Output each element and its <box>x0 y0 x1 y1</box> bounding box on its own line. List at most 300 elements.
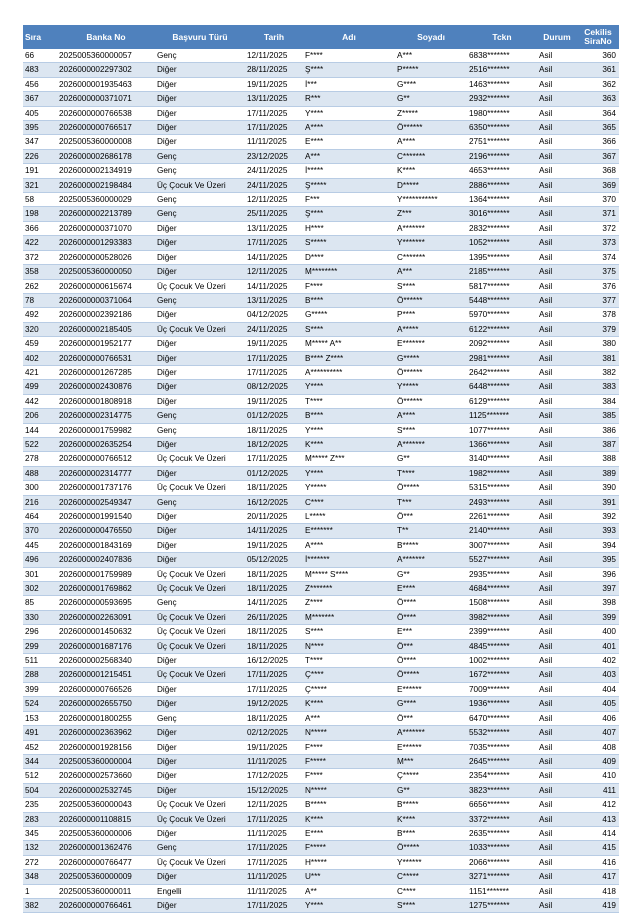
cell-durum: Asil <box>537 265 577 279</box>
cell-adi: Y**** <box>303 898 395 912</box>
cell-tarih: 01/12/2025 <box>245 409 303 423</box>
cell-soyadi: G** <box>395 567 467 581</box>
cell-durum: Asil <box>537 826 577 840</box>
cell-cekilis-sirano: 379 <box>577 322 619 336</box>
cell-cekilis-sirano: 385 <box>577 409 619 423</box>
cell-soyadi: C***** <box>395 870 467 884</box>
table-row <box>23 783 619 797</box>
cell-sira: 367 <box>23 92 57 106</box>
table-row <box>23 322 619 336</box>
cell-durum: Asil <box>537 207 577 221</box>
cell-sira: 459 <box>23 337 57 351</box>
cell-tarih: 20/11/2025 <box>245 510 303 524</box>
cell-tarih: 11/11/2025 <box>245 870 303 884</box>
table-row <box>23 841 619 855</box>
column-header-sira: Sıra <box>23 25 57 49</box>
cell-soyadi: Ö**** <box>395 610 467 624</box>
cell-banka-no: 2026000000766517 <box>57 121 155 135</box>
cell-cekilis-sirano: 373 <box>577 236 619 250</box>
cell-tarih: 18/11/2025 <box>245 481 303 495</box>
cell-tarih: 14/11/2025 <box>245 279 303 293</box>
cell-tarih: 01/12/2025 <box>245 466 303 480</box>
cell-soyadi: C**** <box>395 884 467 898</box>
cell-cekilis-sirano: 397 <box>577 582 619 596</box>
cell-durum: Asil <box>537 121 577 135</box>
cell-tarih: 28/11/2025 <box>245 63 303 77</box>
cell-durum: Asil <box>537 164 577 178</box>
cell-tckn: 2635******* <box>467 826 537 840</box>
cell-soyadi: Ö***** <box>395 668 467 682</box>
cell-durum: Asil <box>537 380 577 394</box>
cell-cekilis-sirano: 388 <box>577 452 619 466</box>
cell-banka-no: 2026000002213789 <box>57 207 155 221</box>
cell-tarih: 18/11/2025 <box>245 625 303 639</box>
cell-tckn: 4684******* <box>467 582 537 596</box>
cell-tckn: 3982******* <box>467 610 537 624</box>
cell-sira: 492 <box>23 308 57 322</box>
cell-sira: 499 <box>23 380 57 394</box>
cell-cekilis-sirano: 411 <box>577 783 619 797</box>
cell-adi: Y**** <box>303 380 395 394</box>
cell-tckn: 2932******* <box>467 92 537 106</box>
table-row <box>23 63 619 77</box>
cell-tarih: 14/11/2025 <box>245 524 303 538</box>
cell-durum: Asil <box>537 322 577 336</box>
cell-basvuru-turu: Diğer <box>155 553 245 567</box>
column-header-tarih: Tarih <box>245 25 303 49</box>
cell-adi: A**** <box>303 538 395 552</box>
cell-adi: İ***** <box>303 164 395 178</box>
cell-banka-no: 2026000000371070 <box>57 221 155 235</box>
table-row <box>23 510 619 524</box>
cell-cekilis-sirano: 375 <box>577 265 619 279</box>
cell-soyadi: Ö***** <box>395 841 467 855</box>
cell-soyadi: Y***** <box>395 380 467 394</box>
cell-soyadi: G** <box>395 92 467 106</box>
table-row <box>23 106 619 120</box>
cell-durum: Asil <box>537 870 577 884</box>
cell-soyadi: E******* <box>395 337 467 351</box>
cell-tarih: 17/11/2025 <box>245 365 303 379</box>
cell-tckn: 6448******* <box>467 380 537 394</box>
cell-basvuru-turu: Diğer <box>155 394 245 408</box>
cell-basvuru-turu: Diğer <box>155 92 245 106</box>
cell-banka-no: 2025005360000004 <box>57 754 155 768</box>
cell-tckn: 2645******* <box>467 754 537 768</box>
table-row <box>23 538 619 552</box>
cell-tarih: 08/12/2025 <box>245 380 303 394</box>
cell-banka-no: 2026000001769862 <box>57 582 155 596</box>
cell-tarih: 17/11/2025 <box>245 668 303 682</box>
cell-sira: 464 <box>23 510 57 524</box>
cell-durum: Asil <box>537 236 577 250</box>
cell-tarih: 13/11/2025 <box>245 92 303 106</box>
cell-tarih: 13/11/2025 <box>245 293 303 307</box>
cell-durum: Asil <box>537 898 577 912</box>
cell-cekilis-sirano: 395 <box>577 553 619 567</box>
cell-tckn: 2751******* <box>467 135 537 149</box>
cell-sira: 288 <box>23 668 57 682</box>
cell-durum: Asil <box>537 711 577 725</box>
cell-basvuru-turu: Genç <box>155 495 245 509</box>
cell-tckn: 1672******* <box>467 668 537 682</box>
cell-banka-no: 2026000002314777 <box>57 466 155 480</box>
cell-durum: Asil <box>537 394 577 408</box>
cell-basvuru-turu: Üç Çocuk Ve Üzeri <box>155 567 245 581</box>
cell-sira: 330 <box>23 610 57 624</box>
cell-adi: M***** Z*** <box>303 452 395 466</box>
table-row <box>23 193 619 207</box>
cell-durum: Asil <box>537 639 577 653</box>
cell-durum: Asil <box>537 221 577 235</box>
cell-adi: C**** <box>303 495 395 509</box>
cell-banka-no: 2026000002198484 <box>57 178 155 192</box>
table-row <box>23 726 619 740</box>
table-row <box>23 654 619 668</box>
cell-cekilis-sirano: 394 <box>577 538 619 552</box>
cell-tarih: 19/12/2025 <box>245 697 303 711</box>
cell-sira: 347 <box>23 135 57 149</box>
cell-tckn: 5527******* <box>467 553 537 567</box>
cell-cekilis-sirano: 418 <box>577 884 619 898</box>
cell-durum: Asil <box>537 135 577 149</box>
cell-durum: Asil <box>537 697 577 711</box>
cell-durum: Asil <box>537 409 577 423</box>
table-row <box>23 164 619 178</box>
cell-durum: Asil <box>537 63 577 77</box>
cell-adi: B***** <box>303 798 395 812</box>
cell-banka-no: 2026000001759989 <box>57 567 155 581</box>
cell-sira: 206 <box>23 409 57 423</box>
table-row <box>23 452 619 466</box>
cell-durum: Asil <box>537 193 577 207</box>
cell-basvuru-turu: Genç <box>155 409 245 423</box>
cell-adi: N**** <box>303 639 395 653</box>
cell-tckn: 1364******* <box>467 193 537 207</box>
results-table <box>23 25 619 913</box>
cell-basvuru-turu: Üç Çocuk Ve Üzeri <box>155 279 245 293</box>
cell-soyadi: A*** <box>395 49 467 63</box>
cell-sira: 344 <box>23 754 57 768</box>
cell-banka-no: 2026000002655750 <box>57 697 155 711</box>
cell-sira: 321 <box>23 178 57 192</box>
cell-cekilis-sirano: 360 <box>577 49 619 63</box>
cell-basvuru-turu: Diğer <box>155 221 245 235</box>
table-row <box>23 610 619 624</box>
cell-cekilis-sirano: 374 <box>577 250 619 264</box>
cell-soyadi: P**** <box>395 308 467 322</box>
cell-sira: 421 <box>23 365 57 379</box>
cell-adi: S***** <box>303 236 395 250</box>
cell-cekilis-sirano: 414 <box>577 826 619 840</box>
cell-adi: Z**** <box>303 596 395 610</box>
cell-tckn: 5532******* <box>467 726 537 740</box>
cell-basvuru-turu: Genç <box>155 164 245 178</box>
table-body <box>23 49 619 913</box>
cell-cekilis-sirano: 403 <box>577 668 619 682</box>
cell-basvuru-turu: Diğer <box>155 754 245 768</box>
cell-durum: Asil <box>537 77 577 91</box>
cell-basvuru-turu: Üç Çocuk Ve Üzeri <box>155 481 245 495</box>
cell-banka-no: 2026000001800255 <box>57 711 155 725</box>
cell-banka-no: 2025005360000011 <box>57 884 155 898</box>
table-row <box>23 49 619 63</box>
cell-banka-no: 2025005360000043 <box>57 798 155 812</box>
cell-soyadi: M*** <box>395 754 467 768</box>
cell-adi: Z******* <box>303 582 395 596</box>
cell-soyadi: B***** <box>395 798 467 812</box>
cell-banka-no: 2026000000766461 <box>57 898 155 912</box>
cell-durum: Asil <box>537 812 577 826</box>
column-header-banka-no: Banka No <box>57 25 155 49</box>
cell-soyadi: E****** <box>395 682 467 696</box>
cell-cekilis-sirano: 389 <box>577 466 619 480</box>
table-row <box>23 711 619 725</box>
cell-tckn: 6129******* <box>467 394 537 408</box>
cell-banka-no: 2026000002430876 <box>57 380 155 394</box>
cell-sira: 272 <box>23 855 57 869</box>
cell-durum: Asil <box>537 308 577 322</box>
cell-banka-no: 2026000002532745 <box>57 783 155 797</box>
cell-basvuru-turu: Diğer <box>155 524 245 538</box>
table-row <box>23 365 619 379</box>
cell-tarih: 17/12/2025 <box>245 769 303 783</box>
cell-durum: Asil <box>537 654 577 668</box>
cell-tarih: 19/11/2025 <box>245 538 303 552</box>
cell-basvuru-turu: Genç <box>155 423 245 437</box>
cell-tarih: 14/11/2025 <box>245 250 303 264</box>
cell-tckn: 1125******* <box>467 409 537 423</box>
cell-soyadi: A*** <box>395 265 467 279</box>
cell-tarih: 17/11/2025 <box>245 106 303 120</box>
cell-tarih: 12/11/2025 <box>245 49 303 63</box>
cell-soyadi: T*** <box>395 495 467 509</box>
column-header-basvuru-turu: Başvuru Türü <box>155 25 245 49</box>
cell-cekilis-sirano: 400 <box>577 625 619 639</box>
cell-sira: 198 <box>23 207 57 221</box>
cell-basvuru-turu: Diğer <box>155 654 245 668</box>
cell-durum: Asil <box>537 524 577 538</box>
cell-soyadi: Ö*** <box>395 711 467 725</box>
cell-adi: M***** A** <box>303 337 395 351</box>
cell-tarih: 17/11/2025 <box>245 841 303 855</box>
cell-sira: 402 <box>23 351 57 365</box>
cell-tarih: 24/11/2025 <box>245 164 303 178</box>
cell-adi: K**** <box>303 437 395 451</box>
cell-tckn: 2261******* <box>467 510 537 524</box>
cell-tckn: 2092******* <box>467 337 537 351</box>
cell-cekilis-sirano: 404 <box>577 682 619 696</box>
cell-adi: S**** <box>303 322 395 336</box>
cell-basvuru-turu: Genç <box>155 841 245 855</box>
cell-basvuru-turu: Üç Çocuk Ve Üzeri <box>155 668 245 682</box>
table-header-row <box>23 25 619 49</box>
cell-tarih: 19/11/2025 <box>245 740 303 754</box>
cell-adi: N***** <box>303 783 395 797</box>
cell-banka-no: 2026000001362476 <box>57 841 155 855</box>
cell-soyadi: T**** <box>395 466 467 480</box>
cell-adi: İ******* <box>303 553 395 567</box>
cell-adi: A********** <box>303 365 395 379</box>
cell-cekilis-sirano: 413 <box>577 812 619 826</box>
cell-basvuru-turu: Genç <box>155 293 245 307</box>
cell-adi: F**** <box>303 740 395 754</box>
cell-soyadi: Y*********** <box>395 193 467 207</box>
cell-basvuru-turu: Diğer <box>155 265 245 279</box>
cell-banka-no: 2026000000766477 <box>57 855 155 869</box>
cell-durum: Asil <box>537 106 577 120</box>
cell-tarih: 13/11/2025 <box>245 221 303 235</box>
cell-soyadi: S**** <box>395 279 467 293</box>
cell-basvuru-turu: Üç Çocuk Ve Üzeri <box>155 610 245 624</box>
cell-basvuru-turu: Diğer <box>155 538 245 552</box>
cell-sira: 278 <box>23 452 57 466</box>
cell-cekilis-sirano: 402 <box>577 654 619 668</box>
cell-sira: 524 <box>23 697 57 711</box>
cell-soyadi: A**** <box>395 409 467 423</box>
table-row <box>23 351 619 365</box>
cell-tckn: 5817******* <box>467 279 537 293</box>
table-row <box>23 769 619 783</box>
cell-basvuru-turu: Genç <box>155 596 245 610</box>
cell-soyadi: G** <box>395 783 467 797</box>
cell-tckn: 1366******* <box>467 437 537 451</box>
cell-banka-no: 2026000002686178 <box>57 149 155 163</box>
table-row <box>23 826 619 840</box>
cell-durum: Asil <box>537 337 577 351</box>
cell-tckn: 3372******* <box>467 812 537 826</box>
cell-soyadi: Ö****** <box>395 365 467 379</box>
cell-adi: B**** <box>303 409 395 423</box>
cell-adi: H**** <box>303 221 395 235</box>
cell-soyadi: Ö****** <box>395 394 467 408</box>
cell-banka-no: 2026000000371064 <box>57 293 155 307</box>
cell-cekilis-sirano: 383 <box>577 380 619 394</box>
cell-cekilis-sirano: 398 <box>577 596 619 610</box>
cell-sira: 226 <box>23 149 57 163</box>
cell-tckn: 1508******* <box>467 596 537 610</box>
cell-soyadi: E****** <box>395 740 467 754</box>
cell-basvuru-turu: Diğer <box>155 697 245 711</box>
table-row <box>23 337 619 351</box>
table-row <box>23 898 619 912</box>
table-row <box>23 236 619 250</box>
cell-adi: M******* <box>303 610 395 624</box>
cell-durum: Asil <box>537 553 577 567</box>
cell-basvuru-turu: Üç Çocuk Ve Üzeri <box>155 178 245 192</box>
column-header-soyadi: Soyadı <box>395 25 467 49</box>
cell-sira: 491 <box>23 726 57 740</box>
cell-soyadi: B**** <box>395 826 467 840</box>
cell-banka-no: 2026000001293383 <box>57 236 155 250</box>
cell-banka-no: 2026000002407836 <box>57 553 155 567</box>
cell-soyadi: Ö***** <box>395 481 467 495</box>
cell-cekilis-sirano: 377 <box>577 293 619 307</box>
cell-basvuru-turu: Diğer <box>155 250 245 264</box>
cell-adi: M***** S**** <box>303 567 395 581</box>
cell-tarih: 05/12/2025 <box>245 553 303 567</box>
cell-durum: Asil <box>537 178 577 192</box>
cell-durum: Asil <box>537 351 577 365</box>
cell-basvuru-turu: Üç Çocuk Ve Üzeri <box>155 639 245 653</box>
table-row <box>23 380 619 394</box>
cell-cekilis-sirano: 387 <box>577 437 619 451</box>
cell-basvuru-turu: Diğer <box>155 63 245 77</box>
cell-durum: Asil <box>537 668 577 682</box>
cell-banka-no: 2025005360000029 <box>57 193 155 207</box>
cell-soyadi: E**** <box>395 582 467 596</box>
cell-adi: A** <box>303 884 395 898</box>
cell-basvuru-turu: Diğer <box>155 870 245 884</box>
cell-banka-no: 2026000002573660 <box>57 769 155 783</box>
table-row <box>23 582 619 596</box>
cell-tarih: 17/11/2025 <box>245 236 303 250</box>
cell-soyadi: C******* <box>395 149 467 163</box>
cell-adi: İ*** <box>303 77 395 91</box>
cell-sira: 483 <box>23 63 57 77</box>
cell-banka-no: 2026000000766526 <box>57 682 155 696</box>
cell-tckn: 2493******* <box>467 495 537 509</box>
column-header-adi: Adı <box>303 25 395 49</box>
cell-soyadi: Ö*** <box>395 510 467 524</box>
cell-tckn: 6838******* <box>467 49 537 63</box>
cell-tckn: 3007******* <box>467 538 537 552</box>
cell-banka-no: 2025005360000057 <box>57 49 155 63</box>
cell-cekilis-sirano: 386 <box>577 423 619 437</box>
cell-banka-no: 2026000000615674 <box>57 279 155 293</box>
cell-basvuru-turu: Üç Çocuk Ve Üzeri <box>155 812 245 826</box>
table-row <box>23 77 619 91</box>
cell-adi: A*** <box>303 149 395 163</box>
cell-banka-no: 2026000000766531 <box>57 351 155 365</box>
cell-soyadi: Ö****** <box>395 121 467 135</box>
cell-tarih: 11/11/2025 <box>245 884 303 898</box>
cell-adi: E******* <box>303 524 395 538</box>
cell-banka-no: 2026000002392186 <box>57 308 155 322</box>
cell-tckn: 2066******* <box>467 855 537 869</box>
cell-tckn: 3016******* <box>467 207 537 221</box>
cell-banka-no: 2026000000371071 <box>57 92 155 106</box>
cell-banka-no: 2026000002297302 <box>57 63 155 77</box>
cell-durum: Asil <box>537 437 577 451</box>
cell-adi: B**** <box>303 293 395 307</box>
table-row <box>23 149 619 163</box>
cell-tarih: 17/11/2025 <box>245 121 303 135</box>
cell-soyadi: S**** <box>395 423 467 437</box>
cell-basvuru-turu: Diğer <box>155 365 245 379</box>
cell-banka-no: 2026000001267285 <box>57 365 155 379</box>
cell-tarih: 17/11/2025 <box>245 452 303 466</box>
cell-tckn: 6470******* <box>467 711 537 725</box>
cell-banka-no: 2026000002363962 <box>57 726 155 740</box>
cell-tckn: 2642******* <box>467 365 537 379</box>
cell-durum: Asil <box>537 92 577 106</box>
table-row <box>23 668 619 682</box>
cell-sira: 58 <box>23 193 57 207</box>
cell-adi: M******** <box>303 265 395 279</box>
cell-tckn: 5970******* <box>467 308 537 322</box>
cell-tckn: 6122******* <box>467 322 537 336</box>
cell-banka-no: 2026000002635254 <box>57 437 155 451</box>
cell-cekilis-sirano: 406 <box>577 711 619 725</box>
cell-adi: F*** <box>303 193 395 207</box>
cell-cekilis-sirano: 391 <box>577 495 619 509</box>
cell-basvuru-turu: Diğer <box>155 351 245 365</box>
cell-cekilis-sirano: 409 <box>577 754 619 768</box>
table-row <box>23 409 619 423</box>
cell-cekilis-sirano: 369 <box>577 178 619 192</box>
cell-soyadi: G**** <box>395 77 467 91</box>
